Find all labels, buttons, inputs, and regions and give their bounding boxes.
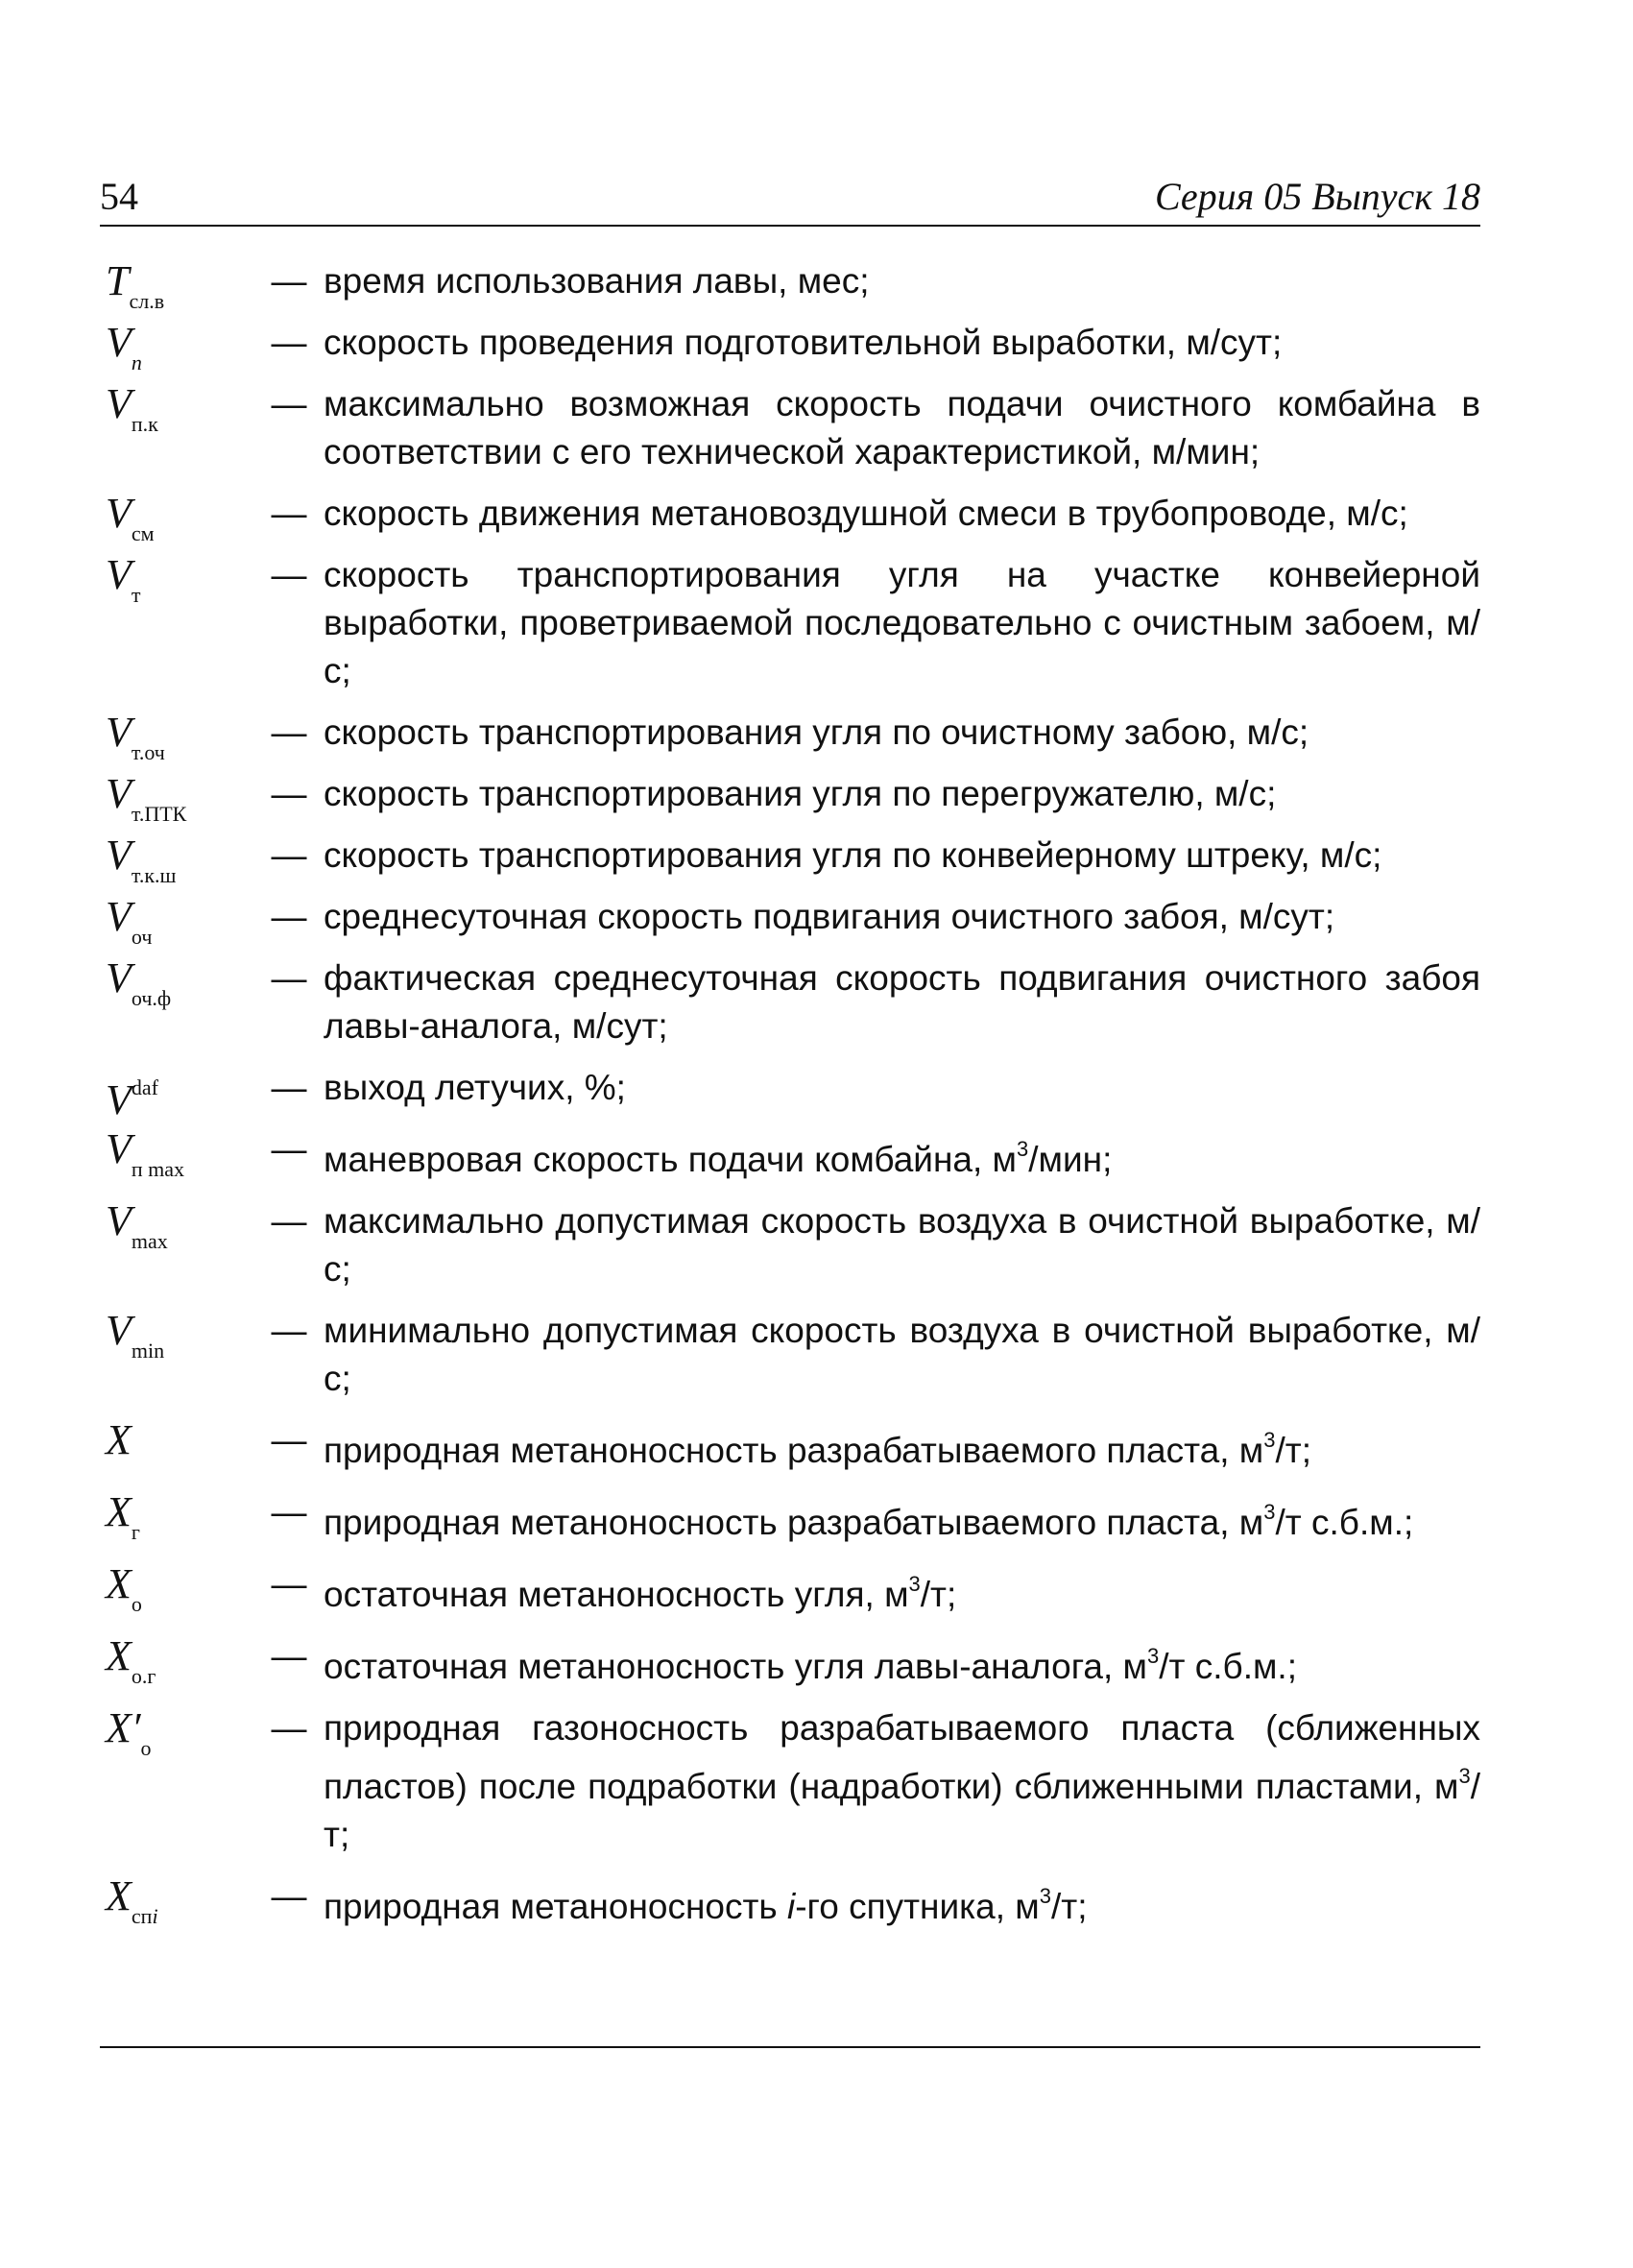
definition: максимально возможная скорость подачи очистного комбайна в соответствии с его технической характеристикой, м/мин; [324, 384, 1480, 471]
symbol-entry [106, 709, 1480, 764]
symbol-entry [106, 551, 1480, 695]
definition: скорость транспортирования угля по очистному забою, м/с; [324, 712, 1309, 752]
dash: — [271, 835, 307, 875]
definition: природная метаноносность разрабатываемого пласта, $м^3/т$ с.б.м.; [324, 1500, 1414, 1542]
dash: — [271, 1068, 307, 1107]
symbol-entry [106, 1632, 1480, 1691]
symbol: Vоч.ф [106, 954, 172, 1010]
dash: — [271, 774, 307, 813]
definition: скорость проведения подготовительной выработки, м/сут; [324, 323, 1283, 362]
dash: — [271, 1876, 307, 1916]
symbol: Tсл.в [106, 257, 165, 313]
symbol: X [106, 1416, 132, 1463]
symbol-list [106, 257, 1480, 1944]
dash: — [271, 1636, 307, 1676]
definition: остаточная метаноносность угля лавы-аналога, $м^3/т$ с.б.м.; [324, 1644, 1297, 1686]
symbol: Vп max [106, 1125, 185, 1181]
definition: маневровая скорость подачи комбайна, $м^3$/мин; [324, 1137, 1113, 1179]
symbol: Vп [106, 319, 142, 374]
definition: фактическая среднесуточная скорость подвигания очистного забоя лавы-аналога, м/сут; [324, 958, 1480, 1046]
symbol-entry [106, 1197, 1480, 1293]
symbol: Xг [106, 1488, 140, 1544]
symbol-entry [106, 257, 1480, 313]
dash: — [271, 1708, 307, 1748]
symbol-entry [106, 1307, 1480, 1403]
symbol: Vmax [106, 1197, 168, 1253]
dash: — [271, 1420, 307, 1460]
symbol-entry [106, 1125, 1480, 1184]
symbol: Vт [106, 551, 141, 607]
symbol-entry [106, 1416, 1480, 1475]
symbol: Xо.г [106, 1632, 156, 1688]
dash: — [271, 1492, 307, 1532]
symbol-entry [106, 490, 1480, 545]
symbol-entry [106, 1704, 1480, 1859]
dash: — [271, 1129, 307, 1169]
symbol-entry [106, 1872, 1480, 1931]
definition: максимально допустимая скорость воздуха в очистной выработке, м/с; [324, 1201, 1480, 1289]
dash: — [271, 897, 307, 936]
dash: — [271, 1564, 307, 1604]
definition: природная метаноносность разрабатываемого пласта, $м^3/т$; [324, 1428, 1312, 1470]
symbol: Vт.ПТК [106, 770, 187, 826]
symbol: Xспi [106, 1872, 158, 1928]
symbol: Vmin [106, 1307, 165, 1363]
dash: — [271, 1201, 307, 1241]
symbol: Vт.оч [106, 709, 165, 764]
dash: — [271, 261, 307, 301]
symbol-entry [106, 770, 1480, 826]
definition: природная метаноносность i-го спутника, $м^3/т$; [324, 1884, 1088, 1926]
definition: скорость транспортирования угля по перегружателю, м/с; [324, 774, 1277, 813]
symbol-entry [106, 832, 1480, 887]
dash: — [271, 494, 307, 533]
dash: — [271, 384, 307, 423]
symbol-entry [106, 1560, 1480, 1619]
definition: среднесуточная скорость подвигания очистного забоя, м/сут; [324, 897, 1335, 936]
symbol: X′о [106, 1704, 152, 1760]
symbol-entry [106, 380, 1480, 476]
definition: скорость движения метановоздушной смеси в трубопроводе, м/с; [324, 494, 1408, 533]
symbol-entry [106, 954, 1480, 1050]
symbol: Vсм [106, 490, 155, 545]
dash: — [271, 555, 307, 594]
symbol-entry [106, 893, 1480, 949]
symbol-entry [106, 1488, 1480, 1547]
symbol: Vт.к.ш [106, 832, 177, 887]
running-title: Серия 05 Выпуск 18 [1154, 175, 1480, 218]
symbol: Vп.к [106, 380, 158, 436]
dash: — [271, 1311, 307, 1350]
dash: — [271, 958, 307, 998]
definition: выход летучих, %; [324, 1068, 626, 1107]
page-number: 54 [100, 175, 138, 218]
definition: скорость транспортирования угля на участке конвейерной выработки, проветриваемой последовательно с очистным забоем, м/с; [324, 555, 1480, 690]
footer-rule [100, 2046, 1480, 2048]
symbol: Vоч [106, 893, 153, 949]
symbol-entry [106, 319, 1480, 374]
dash: — [271, 712, 307, 752]
dash: — [271, 323, 307, 362]
definition: минимально допустимая скорость воздуха в очистной выработке, м/с; [324, 1311, 1480, 1398]
definition: природная газоносность разрабатываемого пласта (сближенных пластов) после подработки (надработки) сближенными пластами, $м^3/т$; [324, 1708, 1480, 1854]
symbol: Xо [106, 1560, 142, 1616]
definition: остаточная метаноносность угля, $м^3/т$; [324, 1572, 957, 1614]
page-header [100, 171, 1480, 227]
definition: время использования лавы, мес; [324, 261, 870, 301]
symbol-entry [106, 1064, 1480, 1123]
definition: скорость транспортирования угля по конвейерному штреку, м/с; [324, 835, 1382, 875]
symbol: Vdaf [106, 1075, 158, 1123]
